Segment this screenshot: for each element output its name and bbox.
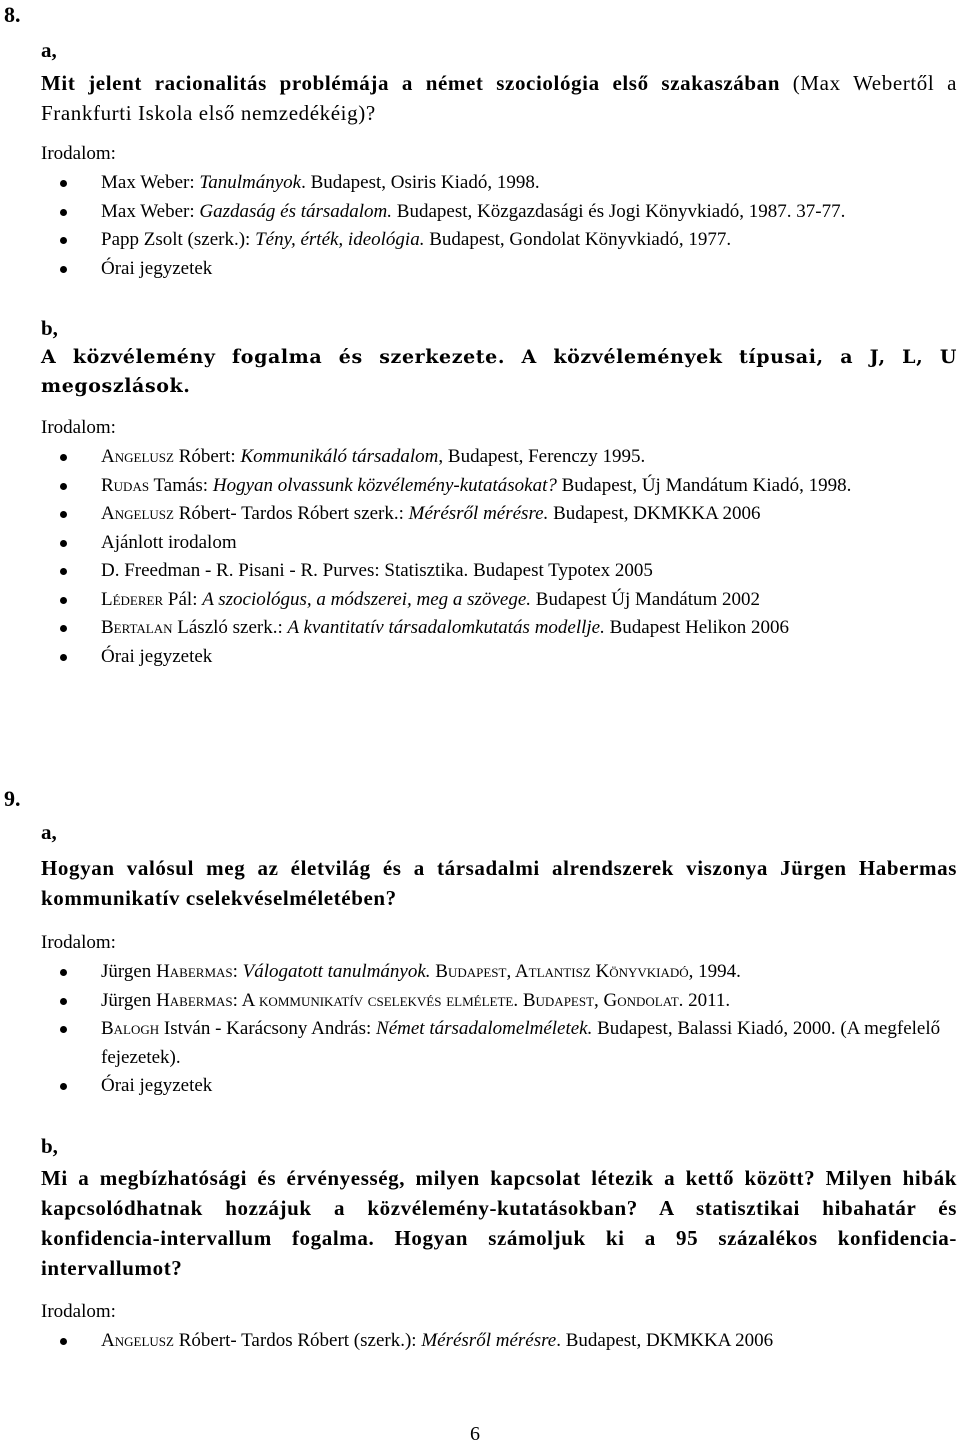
subsection-label: a,	[41, 38, 57, 62]
bullet-icon	[60, 1026, 67, 1033]
bullet-icon	[60, 568, 67, 575]
bullet-icon	[60, 454, 67, 461]
literature-label: Irodalom:	[41, 1300, 116, 1322]
page-number: 6	[470, 1423, 480, 1445]
list-item: Angelusz Róbert- Tardos Róbert szerk.: Mérésről mérésre. Budapest, DKMKKA 2006	[41, 500, 957, 529]
bullet-icon	[60, 998, 67, 1005]
section-number: 9.	[4, 786, 21, 811]
literature-list	[41, 443, 957, 671]
list-item: Ajánlott irodalom	[41, 529, 957, 558]
bullet-icon	[60, 209, 67, 216]
literature-list	[41, 958, 957, 1101]
question-rest: (Max Webertől a Frankfurti Iskola első nemzedékéig)?	[41, 71, 957, 125]
list-item: Balogh István - Karácsony András: Német társadalomelméletek. Budapest, Balassi Kiadó, 2000. (A megfelelő fejezetek).	[41, 1015, 957, 1072]
subsection-label: b,	[41, 316, 58, 340]
subsection-label: b,	[41, 1133, 58, 1158]
section-9	[41, 818, 957, 1355]
bullet-icon	[60, 969, 67, 976]
list-item: Max Weber: Gazdaság és társadalom. Budapest, Közgazdasági és Jogi Könyvkiadó, 1987. 37-77.	[41, 198, 957, 227]
question-text: Hogyan valósul meg az életvilág és a társadalmi alrendszerek viszonya Jürgen Habermas kommunikatív cselekvéselméletében?	[41, 856, 957, 910]
literature-label: Irodalom:	[41, 417, 116, 438]
list-item: Jürgen Habermas: Válogatott tanulmányok. Budapest, Atlantisz Könyvkiadó, 1994.	[41, 958, 957, 987]
bullet-icon	[60, 1083, 67, 1090]
bullet-icon	[60, 540, 67, 547]
list-item: Órai jegyzetek	[41, 255, 957, 284]
question-text	[41, 68, 957, 128]
bullet-icon	[60, 237, 67, 244]
list-item: Bertalan László szerk.: A kvantitatív társadalomkutatás modellje. Budapest Helikon 2006	[41, 614, 957, 643]
bullet-icon	[60, 654, 67, 661]
list-item: Órai jegyzetek	[41, 1072, 957, 1101]
section-8	[41, 36, 957, 671]
literature-list	[41, 1327, 957, 1356]
question-text: A közvélemény fogalma és szerkezete. A közvélemények típusai, a J, L, U megoszlások.	[41, 346, 957, 397]
question-bold: Mit jelent racionalitás problémája a német szociológia első szakaszában	[41, 71, 781, 95]
section-number: 8.	[4, 2, 21, 27]
list-item: D. Freedman - R. Pisani - R. Purves: Statisztika. Budapest Typotex 2005	[41, 557, 957, 586]
subsection-label: a,	[41, 820, 57, 844]
list-item: Max Weber: Tanulmányok. Budapest, Osiris Kiadó, 1998.	[41, 169, 957, 198]
literature-label: Irodalom:	[41, 143, 116, 164]
bullet-icon	[60, 180, 67, 187]
list-item: Léderer Pál: A szociológus, a módszerei, meg a szövege. Budapest Új Mandátum 2002	[41, 586, 957, 615]
list-item: Angelusz Róbert: Kommunikáló társadalom, Budapest, Ferenczy 1995.	[41, 443, 957, 472]
list-item: Angelusz Róbert- Tardos Róbert (szerk.): Mérésről mérésre. Budapest, DKMKKA 2006	[41, 1327, 957, 1356]
bullet-icon	[60, 625, 67, 632]
bullet-icon	[60, 1338, 67, 1345]
literature-label: Irodalom:	[41, 932, 116, 953]
bullet-icon	[60, 483, 67, 490]
question-text: Mi a megbízhatósági és érvényesség, milyen kapcsolat létezik a kettő között? Milyen hibák kapcsolódhatnak hozzájuk a közvélemény-kutatásokban? A statisztikai hibahatár és konfidencia-intervallum fogalma. Hogyan számoljuk ki a 95 százalékos konfidencia-intervallumot?	[41, 1165, 957, 1280]
list-item: Papp Zsolt (szerk.): Tény, érték, ideológia. Budapest, Gondolat Könyvkiadó, 1977.	[41, 226, 957, 255]
literature-list	[41, 169, 957, 283]
list-item: Rudas Tamás: Hogyan olvassunk közvélemény-kutatásokat? Budapest, Új Mandátum Kiadó, 1998.	[41, 472, 957, 501]
list-item: Órai jegyzetek	[41, 643, 957, 672]
bullet-icon	[60, 266, 67, 273]
bullet-icon	[60, 511, 67, 518]
bullet-icon	[60, 597, 67, 604]
list-item: Jürgen Habermas: A kommunikatív cselekvés elmélete. Budapest, Gondolat. 2011.	[41, 987, 957, 1016]
